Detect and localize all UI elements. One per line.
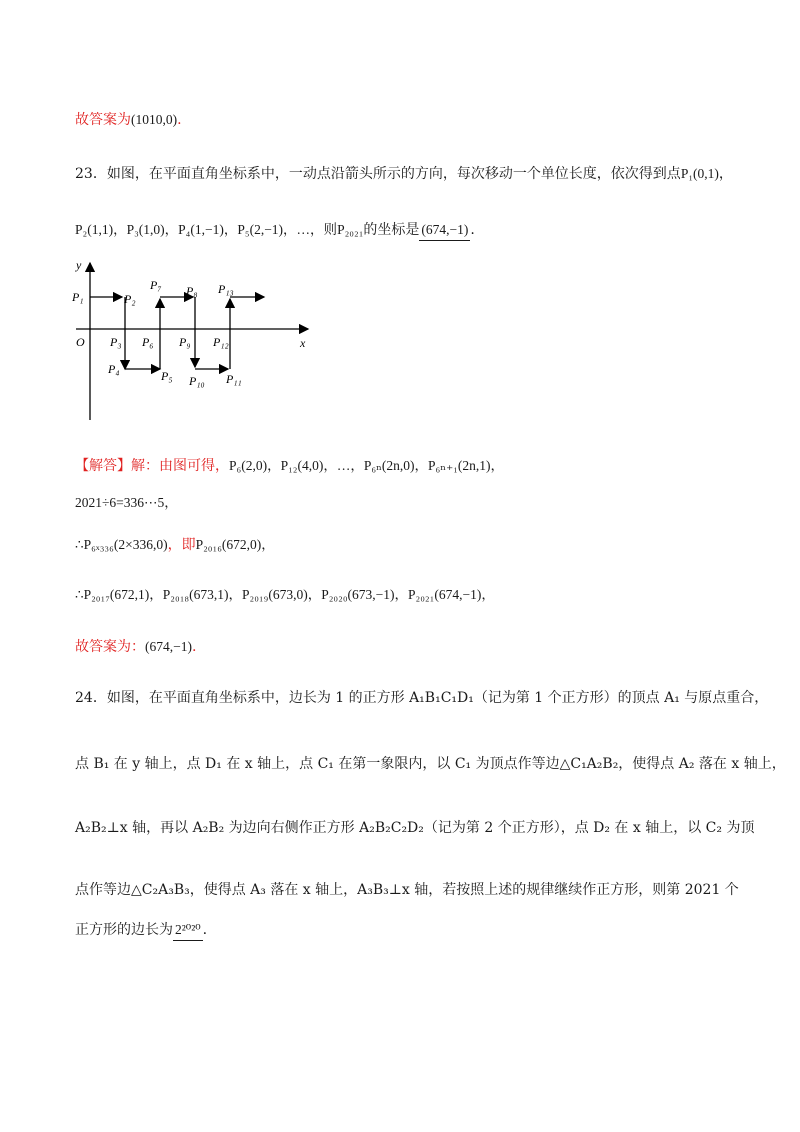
point-label: P₁₂	[213, 335, 229, 349]
q23-p2021: P₂₀₂₁	[337, 222, 364, 237]
point-label: P₈	[186, 284, 198, 298]
q22-answer-end: .	[177, 112, 182, 128]
q24-line-4: 点作等边△C₂A₃B₃，使得点 A₃ 落在 x 轴上，A₃B₃⊥x 轴，若按照上述的规律继续作正方形，则第 2021 个	[75, 882, 739, 898]
q23-solution-line-2: 2021÷6=336⋯5，	[75, 495, 178, 510]
q23-tail: 的坐标是	[363, 222, 420, 238]
q24-line-1: 24．如图，在平面直角坐标系中，边长为 1 的正方形 A₁B₁C₁D₁（记为第 1 个正方形）的顶点 A₁ 与原点重合，	[75, 690, 769, 706]
y-axis-label: y	[76, 258, 82, 272]
point-label: P₆	[142, 335, 154, 349]
q23-solution-math-3c: P₂₀₁₆(672,0)，	[195, 537, 275, 552]
q22-answer-prefix: 故答案为	[75, 112, 131, 128]
q23-point-list: P₂(1,1)，P₃(1,0)，P₄(1,−1)，P₅(2,−1)，…，则	[75, 222, 338, 237]
point-label: P₉	[179, 335, 191, 349]
q23-stem-line-2	[75, 220, 475, 241]
q24-answer-blank: 2²⁰²⁰	[173, 920, 203, 941]
q23-answer-end: .	[191, 639, 197, 655]
point-label: P₄	[108, 362, 120, 376]
q23-solution-math-1: P₆(2,0)，P₁₂(4,0)，…，P₆ₙ(2n,0)，P₆ₙ₊₁(2n,1)，	[229, 458, 505, 473]
q23-solution-ji: ，即	[167, 537, 196, 553]
q23-solution-label: 【解答】解：由图可得，	[75, 458, 229, 474]
q23-answer-line	[75, 637, 196, 657]
point-label: P₁₁	[226, 372, 242, 386]
point-label: P₅	[161, 369, 173, 383]
q23-p1: P₁(0,1)	[680, 166, 719, 181]
point-label: P₁₃	[218, 282, 234, 296]
q24-line-5	[75, 920, 207, 941]
q23-solution-math-3a: ∴P₆ₓ₃₃₆(2×336,0)	[75, 537, 168, 552]
point-label: P₁	[72, 290, 84, 304]
q23-solution-line-4: ∴P₂₀₁₇(672,1)，P₂₀₁₈(673,1)，P₂₀₁₉(673,0)，P₂₀₂₀(673,−1)，P₂₀₂₁(674,−1)，	[75, 587, 495, 602]
q23-solution-line-3	[75, 535, 275, 555]
x-axis-label: x	[300, 336, 306, 350]
origin-label: O	[76, 335, 85, 349]
q24-line-5-text: 正方形的边长为	[75, 922, 173, 938]
q23-solution-line-1	[75, 456, 504, 476]
q24-line-2: 点 B₁ 在 y 轴上，点 D₁ 在 x 轴上，点 C₁ 在第一象限内，以 C₁ 为顶点作等边△C₁A₂B₂，使得点 A₂ 落在 x 轴上，	[75, 756, 786, 772]
point-label: P₇	[150, 278, 162, 292]
q22-answer-value: (1010,0)	[131, 112, 178, 127]
q23-answer-value: (674,−1)	[145, 639, 192, 654]
q24-line-3: A₂B₂⊥x 轴，再以 A₂B₂ 为边向右侧作正方形 A₂B₂C₂D₂（记为第 2 个正方形），点 D₂ 在 x 轴上，以 C₂ 为顶	[75, 820, 755, 836]
point-label: P₁₀	[189, 374, 205, 388]
q23-answer-blank: (674,−1)	[419, 220, 470, 241]
q23-figure	[68, 255, 328, 425]
point-label: P₃	[110, 335, 122, 349]
q23-end: .	[470, 222, 475, 238]
q22-answer-line	[75, 110, 182, 130]
q23-stem-text: 23．如图，在平面直角坐标系中，一动点沿箭头所示的方向，每次移动一个单位长度，依次得到点	[75, 166, 681, 182]
point-label: P₂	[124, 292, 136, 306]
q23-stem-line-1: 23．如图，在平面直角坐标系中，一动点沿箭头所示的方向，每次移动一个单位长度，依次得到点P₁(0,1)，	[75, 166, 733, 182]
q23-answer-prefix: 故答案为：	[75, 639, 145, 655]
q24-end: .	[202, 922, 208, 938]
